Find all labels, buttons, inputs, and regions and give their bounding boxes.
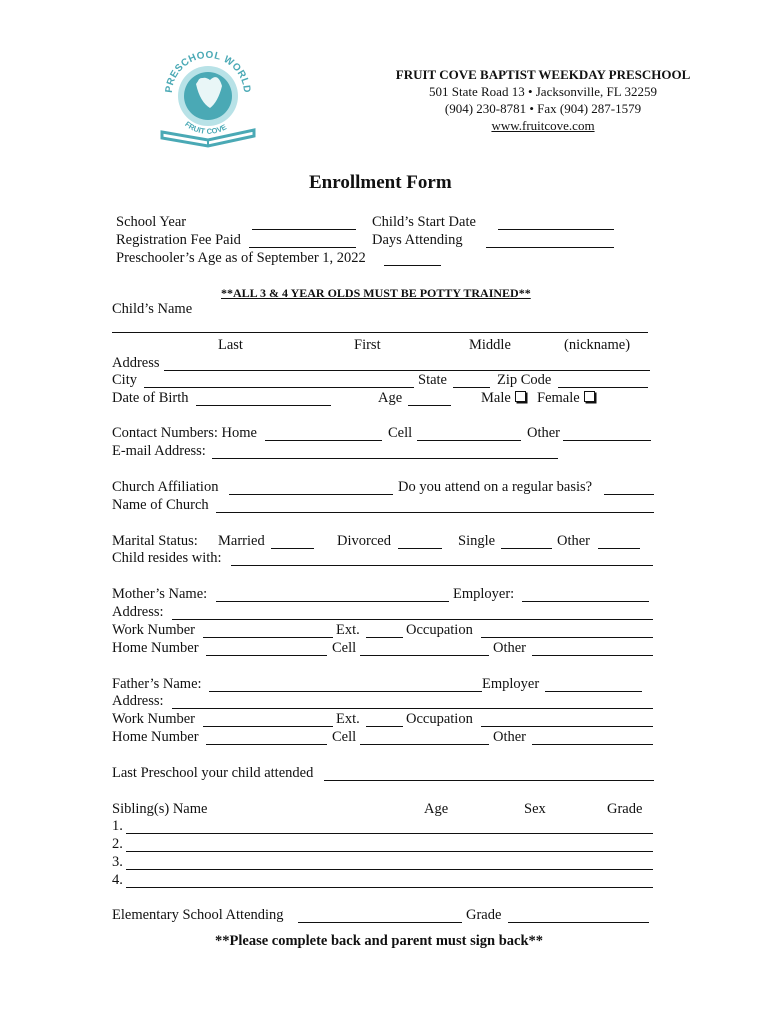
contact-cell-label: Cell: [388, 425, 413, 441]
female-checkbox[interactable]: [584, 391, 595, 402]
father-work-field[interactable]: [203, 714, 333, 727]
father-employer-field[interactable]: [545, 679, 642, 692]
age-as-of-label: Preschooler’s Age as of September 1, 2022: [116, 250, 366, 266]
church-affiliation-field[interactable]: [229, 482, 393, 495]
mother-occupation-field[interactable]: [481, 625, 653, 638]
contact-home-field[interactable]: [265, 428, 382, 441]
mother-name-label: Mother’s Name:: [112, 586, 208, 602]
sibling-row-4-field[interactable]: [126, 875, 653, 888]
father-occupation-field[interactable]: [481, 714, 653, 727]
mother-cell-label: Cell: [332, 640, 357, 656]
reg-fee-label: Registration Fee Paid: [116, 232, 241, 248]
father-other-label: Other: [493, 729, 527, 745]
sibling-grade-header: Grade: [607, 801, 643, 817]
org-address: 501 State Road 13 • Jacksonville, FL 32259: [429, 84, 657, 99]
child-last-label: Last: [218, 337, 243, 353]
dob-label: Date of Birth: [112, 390, 189, 406]
preschool-world-logo: [158, 44, 258, 152]
start-date-field[interactable]: [498, 217, 614, 230]
father-home-field[interactable]: [206, 732, 327, 745]
resides-field[interactable]: [231, 553, 653, 566]
father-address-label: Address:: [112, 693, 164, 709]
father-cell-label: Cell: [332, 729, 357, 745]
org-phone-fax: (904) 230-8781 • Fax (904) 287-1579: [444, 101, 642, 116]
church-affiliation-label: Church Affiliation: [112, 479, 219, 495]
dob-field[interactable]: [196, 393, 331, 406]
state-label: State: [418, 372, 447, 388]
logo-text-bottom: FRUIT COVE: [183, 119, 229, 136]
contact-other-label: Other: [527, 425, 561, 441]
sibling-row-1-field[interactable]: [126, 821, 653, 834]
org-name: FRUIT COVE BAPTIST WEEKDAY PRESCHOOL: [395, 67, 691, 82]
marital-other-field[interactable]: [598, 536, 640, 549]
last-preschool-label: Last Preschool your child attended: [112, 765, 314, 781]
footer-note: **Please complete back and parent must sign back**: [215, 933, 544, 949]
mother-work-label: Work Number: [112, 622, 195, 638]
marital-label: Marital Status:: [112, 533, 198, 549]
mother-employer-label: Employer:: [453, 586, 515, 602]
marital-other-label: Other: [557, 533, 591, 549]
mother-name-field[interactable]: [216, 589, 449, 602]
child-middle-label: Middle: [469, 337, 511, 353]
city-label: City: [112, 372, 137, 388]
reg-fee-field[interactable]: [249, 235, 356, 248]
male-checkbox[interactable]: [515, 391, 526, 402]
mother-other-field[interactable]: [532, 643, 653, 656]
mother-employer-field[interactable]: [522, 589, 649, 602]
mother-address-label: Address:: [112, 604, 164, 620]
mother-home-field[interactable]: [206, 643, 327, 656]
age-label: Age: [378, 390, 403, 406]
sibling-row-2-field[interactable]: [126, 839, 653, 852]
sibling-age-header: Age: [424, 801, 449, 817]
state-field[interactable]: [453, 375, 490, 388]
school-year-field[interactable]: [252, 217, 356, 230]
child-address-label: Address: [112, 355, 160, 371]
mother-address-field[interactable]: [172, 607, 653, 620]
female-label: Female: [537, 390, 580, 406]
mother-home-label: Home Number: [112, 640, 199, 656]
father-cell-field[interactable]: [360, 732, 489, 745]
sibling-row-4-label: 4.: [112, 872, 123, 888]
zip-field[interactable]: [558, 375, 648, 388]
contact-home-label: Contact Numbers: Home: [112, 425, 257, 441]
regular-attend-label: Do you attend on a regular basis?: [398, 479, 593, 495]
married-label: Married: [218, 533, 265, 549]
city-field[interactable]: [144, 375, 414, 388]
father-other-field[interactable]: [532, 732, 653, 745]
church-name-field[interactable]: [216, 500, 654, 513]
contact-other-field[interactable]: [563, 428, 651, 441]
elementary-grade-field[interactable]: [508, 910, 649, 923]
child-first-label: First: [354, 337, 381, 353]
father-employer-label: Employer: [482, 676, 540, 692]
married-field[interactable]: [271, 536, 314, 549]
email-field[interactable]: [212, 446, 558, 459]
father-occupation-label: Occupation: [406, 711, 473, 727]
father-name-field[interactable]: [209, 679, 482, 692]
single-label: Single: [458, 533, 496, 549]
sibling-sex-header: Sex: [524, 801, 546, 817]
days-attending-label: Days Attending: [372, 232, 463, 248]
child-name-field[interactable]: [112, 332, 648, 333]
elementary-grade-label: Grade: [466, 907, 502, 923]
potty-notice: **ALL 3 & 4 YEAR OLDS MUST BE POTTY TRAINED**: [221, 286, 531, 300]
child-nickname-label: (nickname): [564, 337, 631, 353]
contact-cell-field[interactable]: [417, 428, 521, 441]
sibling-row-3-label: 3.: [112, 854, 123, 870]
regular-attend-field[interactable]: [604, 482, 654, 495]
sibling-name-header: Sibling(s) Name: [112, 801, 208, 817]
father-ext-label: Ext.: [336, 711, 360, 727]
father-work-label: Work Number: [112, 711, 195, 727]
father-name-label: Father’s Name:: [112, 676, 202, 692]
father-ext-field[interactable]: [366, 714, 403, 727]
age-as-of-field[interactable]: [384, 253, 441, 266]
logo-text-top: PRESCHOOL WORLD: [163, 49, 253, 94]
mother-occupation-label: Occupation: [406, 622, 473, 638]
single-field[interactable]: [501, 536, 552, 549]
start-date-label: Child’s Start Date: [372, 214, 476, 230]
sibling-row-3-field[interactable]: [126, 857, 653, 870]
sibling-row-1-label: 1.: [112, 818, 123, 834]
divorced-label: Divorced: [337, 533, 391, 549]
father-home-label: Home Number: [112, 729, 199, 745]
age-field[interactable]: [408, 393, 451, 406]
male-label: Male: [481, 390, 511, 406]
mother-other-label: Other: [493, 640, 527, 656]
mother-work-field[interactable]: [203, 625, 333, 638]
days-attending-field[interactable]: [486, 235, 614, 248]
mother-cell-field[interactable]: [360, 643, 489, 656]
website-link[interactable]: www.fruitcove.com: [491, 118, 595, 133]
zip-label: Zip Code: [497, 372, 552, 388]
email-label: E-mail Address:: [112, 443, 206, 459]
sibling-row-2-label: 2.: [112, 836, 123, 852]
child-address-field[interactable]: [164, 358, 650, 371]
child-name-label: Child’s Name: [112, 301, 193, 317]
divorced-field[interactable]: [398, 536, 442, 549]
elementary-label: Elementary School Attending: [112, 907, 284, 923]
school-year-label: School Year: [116, 214, 187, 230]
mother-ext-field[interactable]: [366, 625, 403, 638]
church-name-label: Name of Church: [112, 497, 209, 513]
father-address-field[interactable]: [172, 696, 653, 709]
elementary-field[interactable]: [298, 910, 462, 923]
last-preschool-field[interactable]: [324, 768, 654, 781]
form-title: Enrollment Form: [309, 172, 452, 193]
resides-label: Child resides with:: [112, 550, 222, 566]
mother-ext-label: Ext.: [336, 622, 360, 638]
